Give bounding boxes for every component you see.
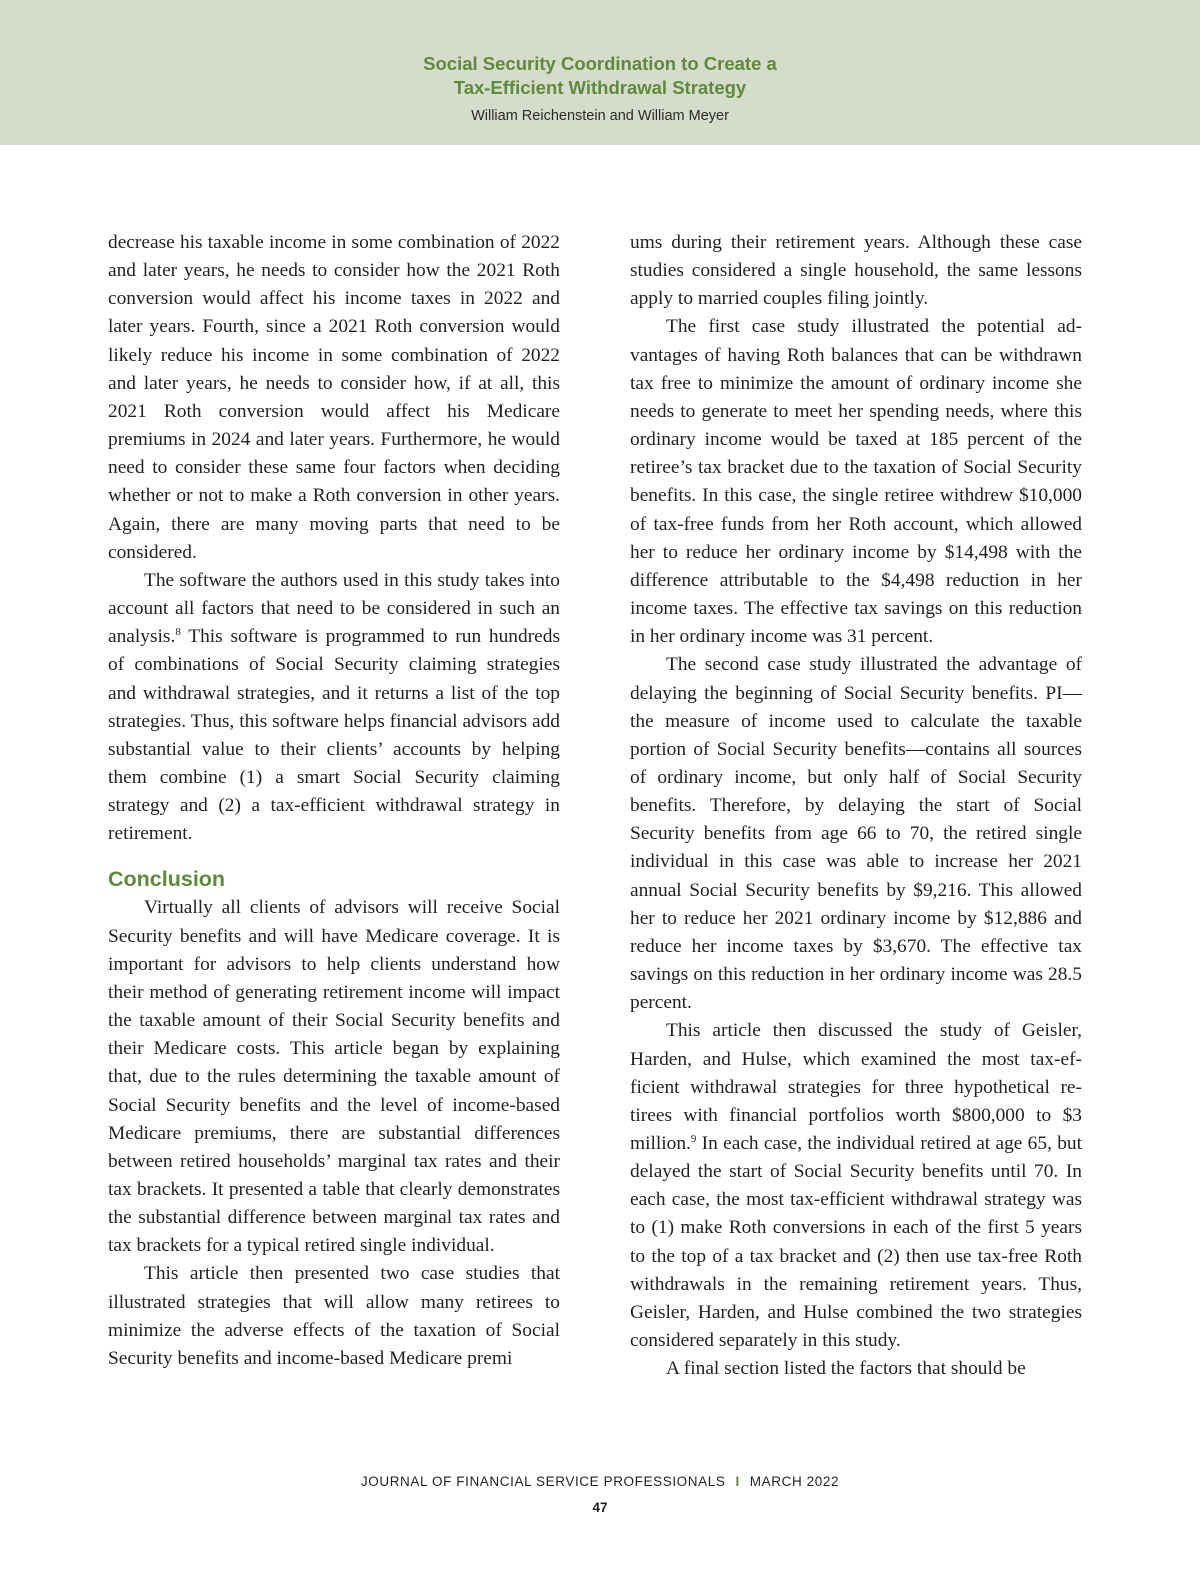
article-title-line-1: Social Security Coordination to Create a [423,53,777,74]
paragraph: The second case study illustrated the advantage of delaying the beginning of Social Security benefits. PI—the measure of income used to calculate the taxable portion of Social Security benefits—contains all sources of ordinary income, but only half of Social Security benefits. Therefore, by delaying the start of Social Security benefits from age 66 to 70, the retired single individual in this case was able to increase her 2021 annual Social Security benefits by $9,216. This allowed her to reduce her 2021 ordinary income by $12,886 and reduce her income taxes by $3,670. The effective tax savings on this reduction in her ordinary income was 28.5 percent. [630,654,1082,1014]
paragraph-text: This article then discussed the study of Geisler, Harden, and Hulse, which examined the most tax-efficient withdrawal strategies for three hypothetical retirees with financial portfolios worth $800,000 to $3 million. [630,1020,1082,1154]
article-title-line-2: Tax-Efficient Withdrawal Strategy [453,77,747,98]
right-column [630,229,1082,1383]
paragraph [630,1017,1082,1355]
paragraph-text: In each case, the individual retired at age 65, but delayed the start of Social Security benefits until 70. In each case, the most tax-efficient withdrawal strategy was to (1) make Roth conversions in each of the first 5 years to the top of a tax bracket and (2) then use tax-free Roth withdrawals in the remaining retirement years. Thus, Geisler, Harden, and Hulse combined the two strategies considered separately in this study. [630,1133,1082,1352]
paragraph-text: This software is programmed to run hundreds of combinations of Social Security claiming strategies and withdrawal strategies, and it returns a list of the top strategies. Thus, this software helps financial advisors add substantial value to their clients’ accounts by helping them combine (1) a smart Social Security claiming strategy and (2) a tax-efficient withdrawal strategy in retirement. [108,626,560,845]
paragraph: This article then presented two case studies that illustrated strategies that will allow many retirees to minimize the adverse effects of the taxation of Social Security benefits and income-based Medicare premi [108,1263,560,1369]
footer-separator: I [735,1474,740,1489]
paragraph: ums during their retirement years. Although these case studies considered a single household, the same lessons apply to married couples filing jointly. [630,232,1082,310]
paragraph: decrease his taxable income in some combination of 2022 and later years, he needs to consider how the 2021 Roth conversion would affect his income taxes in 2022 and later years. Fourth, since a 2021 Roth conversion would likely reduce his income in some combination of 2022 and later years, he needs to consider how, if at all, this 2021 Roth conversion would affect his Medicare premiums in 2024 and later years. Furthermore, he would need to consider these same four factors when deciding whether or not to make a Roth conversion in other years. Again, there are many moving parts that need to be considered. [108,232,560,563]
article-authors: William Reichenstein and William Meyer [471,108,729,124]
issue-date: MARCH 2022 [749,1474,840,1489]
footnote-marker[interactable]: 9 [690,1133,697,1145]
journal-name: JOURNAL OF FINANCIAL SERVICE PROFESSIONALS [360,1474,726,1489]
paragraph [108,567,560,849]
paragraph: The first case study illustrated the potential advantages of having Roth balances that can be withdrawn tax free to minimize the amount of ordinary income she needs to generate to meet her spending needs, where this ordinary income would be taxed at 185 percent of the retiree’s tax bracket due to the taxation of Social Security benefits. In this case, the single retiree withdrew $10,000 of tax-free funds from her Roth account, which allowed her to reduce her ordinary income by $14,498 with the difference attributable to the $4,498 reduction in her income taxes. The effective tax savings on this reduction in her ordinary income was 31 percent. [630,316,1082,648]
paragraph: A final section listed the factors that should be [666,1358,1026,1380]
article-title [0,52,1200,100]
header-banner [0,0,1200,145]
section-heading-conclusion: Conclusion [108,867,226,892]
page-footer [0,1474,1200,1489]
left-column [108,229,560,1373]
page-number: 47 [592,1500,608,1515]
paragraph: Virtually all clients of advisors will receive Social Security benefits and will have Medicare coverage. It is important for advisors to help clients understand how their method of generating retirement income will impact the taxable amount of their Social Security benefits and their Medicare costs. This article began by explaining that, due to the rules determining the taxable amount of Social Security benefits and the level of income-based Medicare premiums, there are substantial differences between retired households’ marginal tax rates and their tax brackets. It presented a table that clearly demonstrates the substantial difference between marginal tax rates and tax brackets for a typical retired single individual. [108,897,560,1257]
footnote-marker[interactable]: 8 [175,626,181,639]
paragraph-text: The software the authors used in this study takes into account all factors that need to be considered in such an analysis. [108,569,560,648]
